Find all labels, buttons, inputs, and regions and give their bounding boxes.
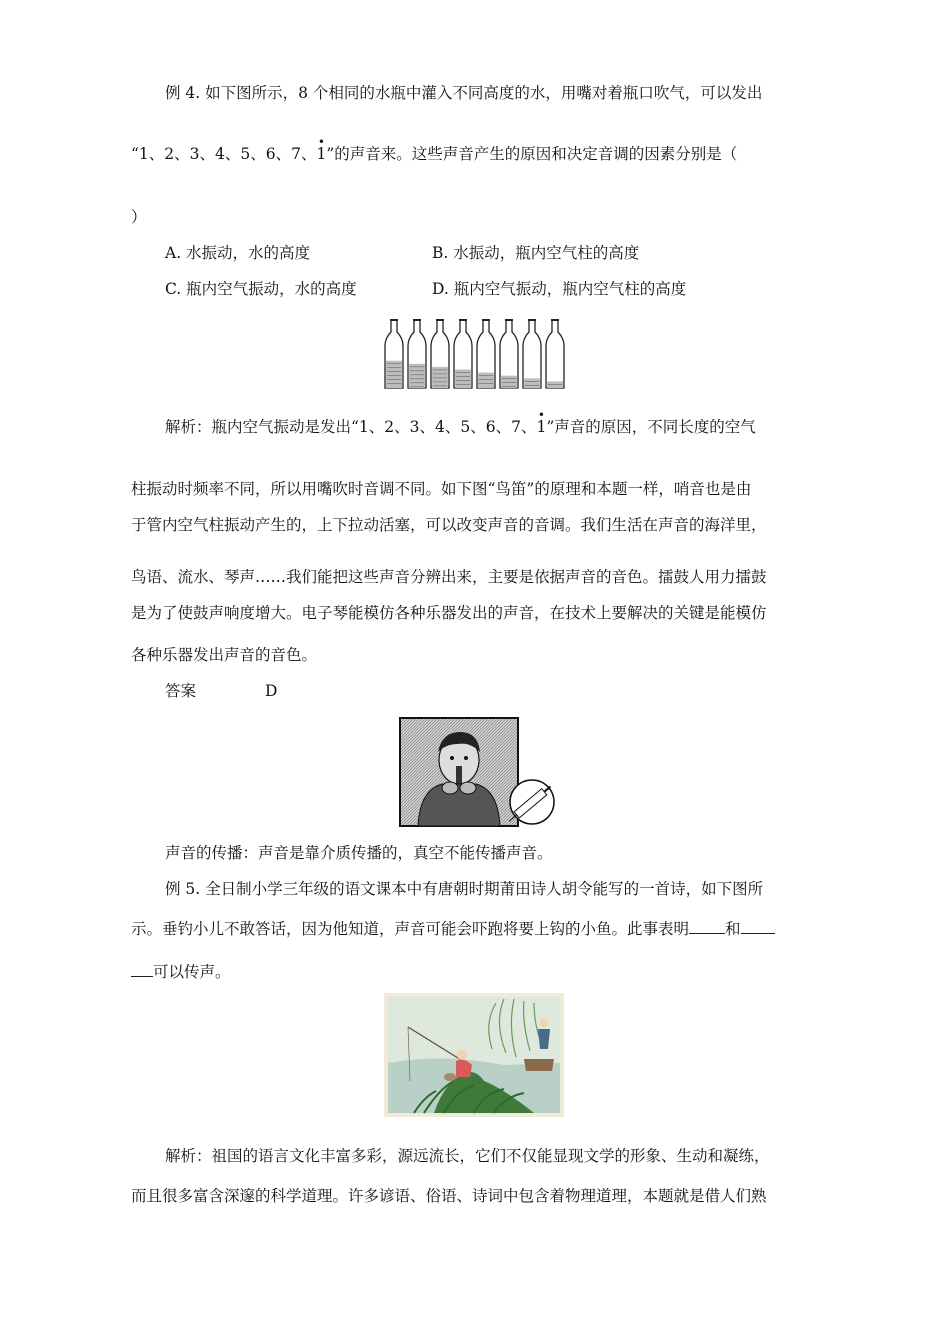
ex5-analysis-line: 而且很多富含深邃的科学道理。许多谚语、俗语、诗词中包含着物理道理，本题就是借人们熟: [131, 1187, 767, 1205]
bottle-8: [546, 320, 564, 388]
bottle-7: [523, 320, 541, 388]
ex4-analysis-line: 于管内空气柱振动产生的，上下拉动活塞，可以改变声音的音调。我们生活在声音的海洋里，: [131, 516, 767, 534]
answer-blank-2a[interactable]: [741, 919, 775, 934]
ex4-line3: ）: [131, 208, 147, 226]
bottle-5: [477, 320, 495, 388]
ex5-line3-post: 可以传声。: [153, 963, 231, 981]
high-note-one: • 1: [316, 135, 327, 163]
ex5-line1: 例 5. 全日制小学三年级的语文课本中有唐朝时期莆田诗人胡令能写的一首诗，如下图所: [165, 880, 764, 898]
ex4-analysis-first: [165, 408, 756, 437]
bottle-2: [408, 320, 426, 388]
ex4-analysis-line: 柱振动时频率不同，所以用嘴吹时音调不同。如下图“鸟笛”的原理和本题一样，哨音也是由: [131, 480, 752, 498]
answer-value: D: [265, 682, 278, 700]
answer-label: 答案: [165, 682, 197, 700]
option-a: A. 水振动，水的高度: [165, 244, 311, 262]
water-bottles-figure: [380, 316, 570, 392]
ex4-analysis-line: 是为了使鼓声响度增大。电子琴能模仿各种乐器发出的声音，在技术上要解决的关键是能模仿: [131, 604, 767, 622]
bottle-4: [454, 320, 472, 388]
bird-whistle-boy-figure: [398, 716, 558, 830]
ex5-line2-pre: 示。垂钓小儿不敢答话，因为他知道，声音可能会吓跑将要上钩的小鱼。此事表明: [131, 920, 690, 938]
answer-blank-1[interactable]: [689, 919, 725, 934]
fishing-child-painting: [384, 993, 564, 1117]
bottle-6: [500, 320, 518, 388]
ex5-line2-mid: 和: [725, 920, 741, 938]
ex4-line1: 例 4. 如下图所示，8 个相同的水瓶中灌入不同高度的水，用嘴对着瓶口吹气，可以发出: [165, 84, 763, 102]
option-b: B. 水振动，瓶内空气柱的高度: [432, 244, 640, 262]
propagation-statement: 声音的传播：声音是靠介质传播的，真空不能传播声音。: [165, 844, 553, 862]
answer-blank-2b[interactable]: [131, 962, 153, 977]
ex5-analysis-line: 解析：祖国的语言文化丰富多彩，源远流长，它们不仅能显现文学的形象、生动和凝练，: [165, 1147, 770, 1165]
ex4-analysis-line: 各种乐器发出声音的音色。: [131, 646, 318, 664]
bottle-1: [385, 320, 403, 388]
analysis-pre: 解析：瓶内空气振动是发出“1、2、3、4、5、6、7、: [165, 418, 537, 436]
ex4-line2-post: ”的声音来。这些声音产生的原因和决定音调的因素分别是（: [326, 145, 738, 163]
option-d: D. 瓶内空气振动，瓶内空气柱的高度: [432, 280, 687, 298]
ex4-analysis-line: 鸟语、流水、琴声……我们能把这些声音分辨出来，主要是依据声音的音色。擂鼓人用力擂鼓: [131, 568, 767, 586]
bottle-3: [431, 320, 449, 388]
analysis-post: ”声音的原因，不同长度的空气: [546, 418, 756, 436]
ex5-line2: [131, 919, 775, 939]
high-note-one-analysis: • 1: [536, 408, 547, 436]
ex4-line2: [131, 135, 738, 164]
ex5-line3: [131, 962, 231, 982]
ex4-line2-pre: “1、2、3、4、5、6、7、: [131, 145, 317, 163]
option-c: C. 瓶内空气振动，水的高度: [165, 280, 357, 298]
